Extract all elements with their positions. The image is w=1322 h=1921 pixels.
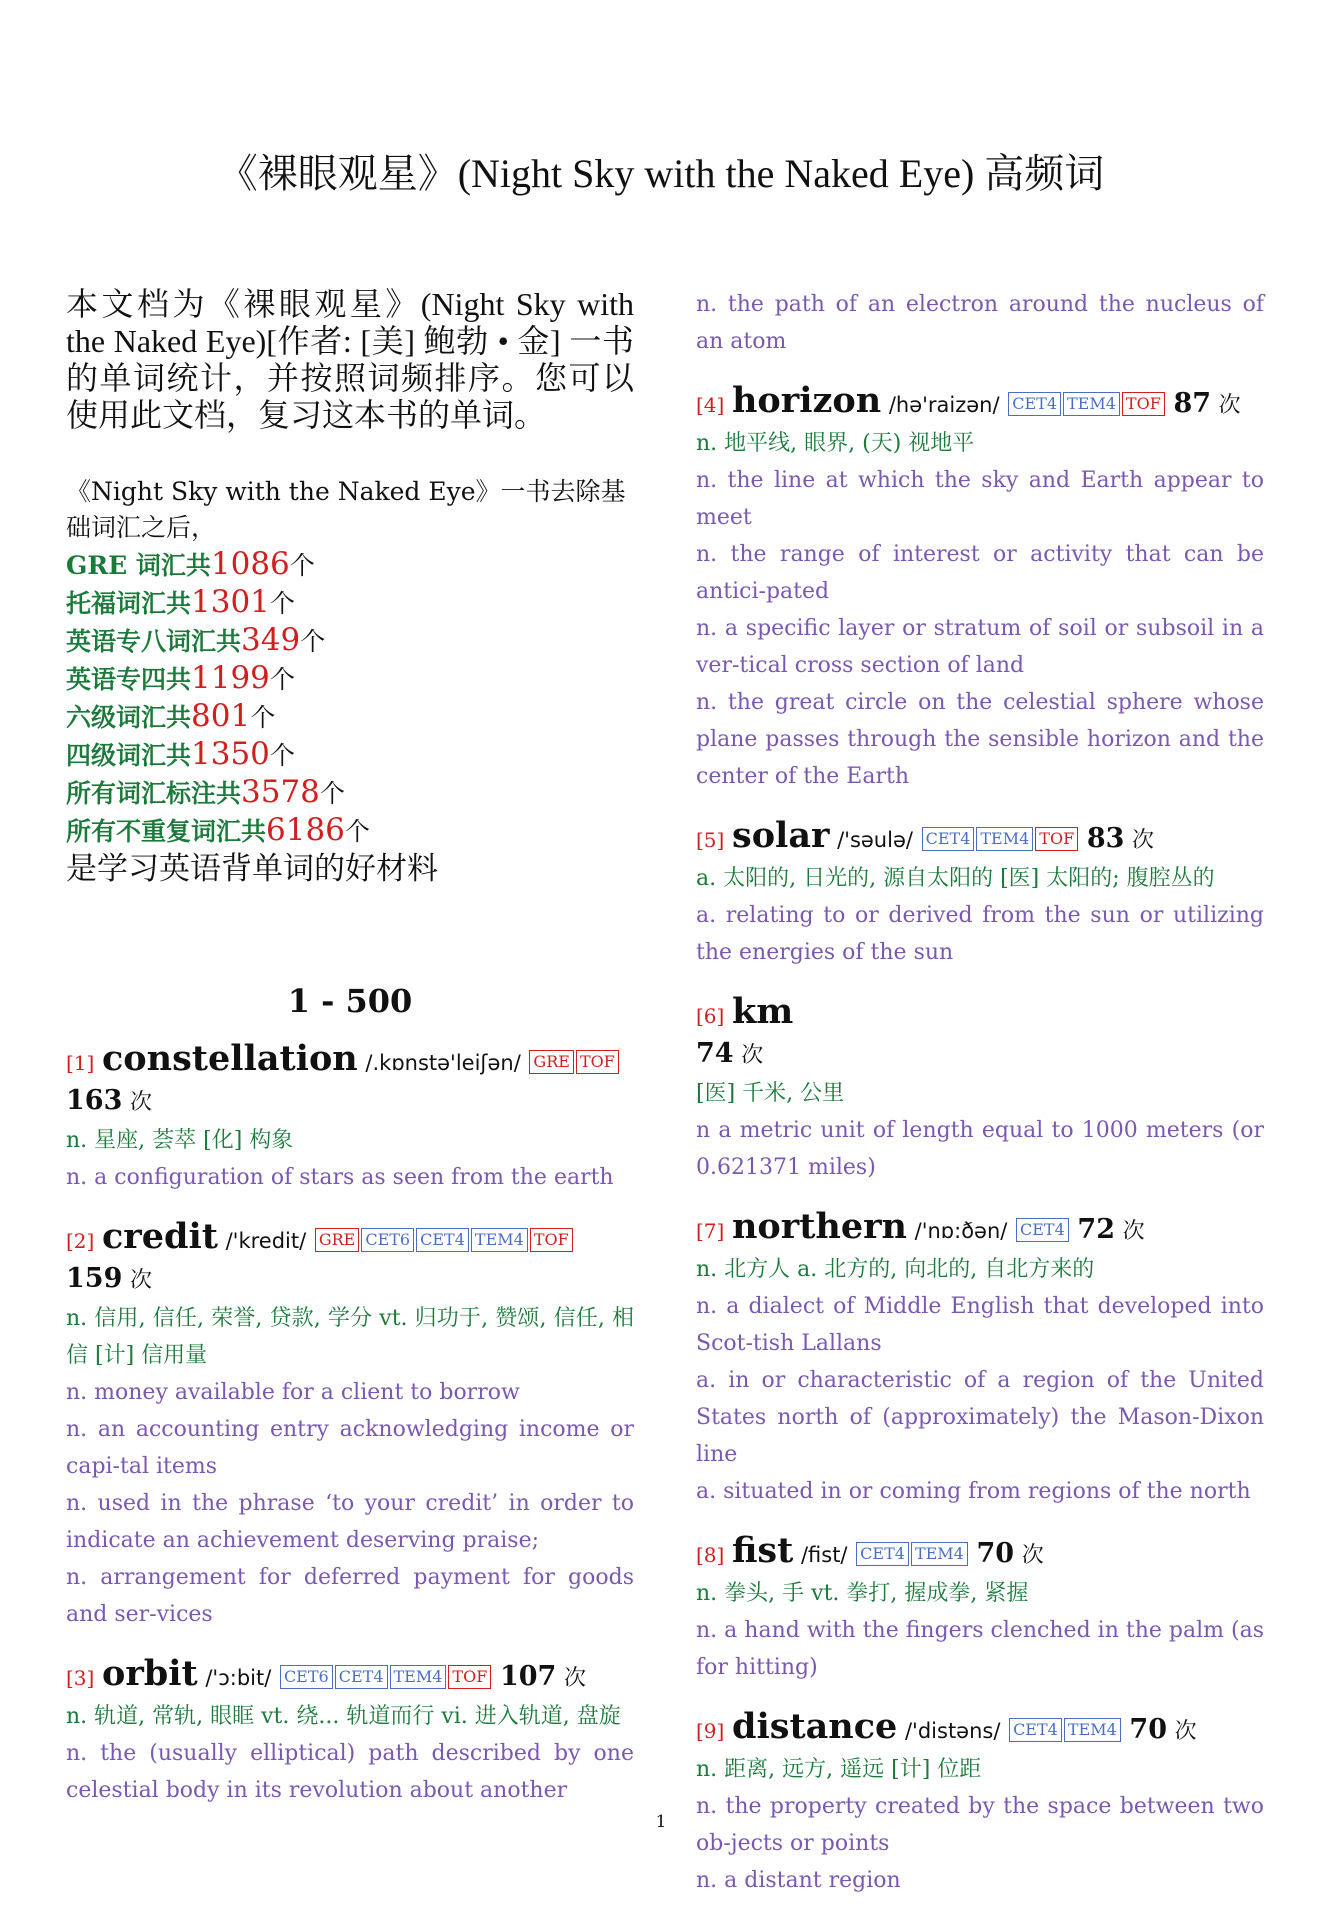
stat-count: 801 — [191, 698, 251, 734]
stat-label: 四级词汇共 — [66, 741, 192, 770]
entry-frequency: 107 — [499, 1661, 557, 1692]
definition-line: a. situated in or coming from regions of the north — [696, 1479, 1251, 1504]
exam-tag: TOF — [530, 1228, 573, 1252]
stat-label: 英语专四共 — [66, 665, 192, 694]
page-title: 《裸眼观星》(Night Sky with the Naked Eye) 高频词 — [217, 151, 1105, 196]
definition-line: n. a configuration of stars as seen from the earth — [66, 1165, 614, 1190]
stat-count: 349 — [241, 622, 301, 658]
definition-line: n. 轨道, 常轨, 眼眶 vt. 绕... 轨道而行 vi. 进入轨道, 盘旋 — [66, 1704, 621, 1729]
entry-header — [66, 1040, 634, 1122]
entry-frequency: 74 — [696, 1038, 734, 1069]
stat-count: 6186 — [266, 812, 345, 848]
definition-line: n. the range of interest or activity that can be antici-pated — [696, 542, 1264, 604]
stat-unit: 个 — [269, 665, 295, 694]
exam-tag: CET6 — [361, 1228, 414, 1252]
definition-line: a. relating to or derived from the sun or utilizing the energies of the sun — [696, 903, 1264, 965]
entry-frequency: 163 — [66, 1085, 123, 1116]
stat-count: 1199 — [191, 660, 270, 696]
definition-line: n. 信用, 信任, 荣誉, 贷款, 学分 vt. 归功于, 赞颂, 信任, 相信 [计] 信用量 — [66, 1306, 634, 1368]
frequency-suffix: 次 — [1218, 393, 1241, 418]
frequency-suffix: 次 — [563, 1666, 586, 1691]
stat-row — [66, 622, 634, 660]
page-number: 1 — [655, 1812, 667, 1832]
definition-line: n. the line at which the sky and Earth appear to meet — [696, 468, 1264, 530]
exam-tag: CET6 — [280, 1665, 333, 1689]
definition-line: n. the property created by the space between two ob-jects or points — [696, 1794, 1264, 1856]
stat-row — [66, 660, 634, 698]
exam-tag: TEM4 — [1063, 392, 1120, 416]
frequency-suffix: 次 — [1021, 1543, 1044, 1568]
entries-right — [696, 286, 1264, 1899]
entry-index: [3] — [66, 1666, 95, 1690]
stat-unit: 个 — [344, 817, 370, 846]
definition-line: n. a distant region — [696, 1868, 901, 1893]
exam-tag: CET4 — [856, 1542, 909, 1566]
entry-word: orbit — [101, 1653, 198, 1694]
entry-word: northern — [731, 1206, 907, 1247]
stats-list — [66, 546, 634, 850]
summary-line: 《Night Sky with the Naked Eye》一书去除基础词汇之后， — [66, 477, 626, 542]
definition-line: n. 北方人 a. 北方的, 向北的, 自北方来的 — [696, 1257, 1095, 1282]
entry-header — [696, 382, 1264, 425]
exam-tag: CET4 — [1009, 1718, 1062, 1742]
entry-index: [1] — [66, 1051, 95, 1075]
entry-pronunciation: /hə'raizən/ — [888, 393, 1000, 417]
stat-label: 托福词汇共 — [66, 589, 192, 618]
entry-index: [6] — [696, 1004, 725, 1028]
entry-word: distance — [731, 1706, 898, 1747]
definition-line: n. money available for a client to borrow — [66, 1380, 520, 1405]
definition-line: n. used in the phrase ‘to your credit’ in order to indicate an achievement deserving praise; — [66, 1491, 634, 1553]
entry-pronunciation: /'nɒ:ðən/ — [914, 1219, 1008, 1243]
exam-tag: TOF — [576, 1050, 619, 1074]
definition-line: n. arrangement for deferred payment for goods and ser-vices — [66, 1565, 634, 1627]
exam-tag: TEM4 — [976, 827, 1033, 851]
entry-index: [4] — [696, 393, 725, 417]
stat-row — [66, 584, 634, 622]
entry-index: [9] — [696, 1719, 725, 1743]
stat-label: 英语专八词汇共 — [66, 627, 242, 656]
exam-tag: TEM4 — [471, 1228, 528, 1252]
entry-frequency: 70 — [1129, 1714, 1167, 1745]
stat-unit: 个 — [319, 779, 345, 808]
exam-tag: GRE — [315, 1228, 360, 1252]
word-entry — [696, 1708, 1264, 1899]
definition-line: n. the (usually elliptical) path described by one celestial body in its revolution about another — [66, 1741, 634, 1803]
stat-count: 1301 — [191, 584, 270, 620]
stat-unit: 个 — [289, 551, 315, 580]
stat-unit: 个 — [250, 703, 276, 732]
word-entry — [696, 1208, 1264, 1510]
frequency-suffix: 次 — [741, 1043, 764, 1068]
stat-count: 1086 — [210, 546, 290, 582]
frequency-suffix: 次 — [1122, 1219, 1145, 1244]
exam-tag: CET4 — [922, 827, 975, 851]
stat-count: 1350 — [191, 736, 270, 772]
entry-header — [66, 1655, 634, 1698]
entry-header — [696, 817, 1264, 860]
word-entry — [696, 993, 1264, 1186]
exam-tag: GRE — [529, 1050, 574, 1074]
entry-frequency: 72 — [1077, 1214, 1115, 1245]
left-column — [66, 286, 634, 1831]
stat-label: GRE 词汇共 — [66, 551, 211, 580]
entry-index: [5] — [696, 828, 725, 852]
exam-tag: TEM4 — [911, 1542, 968, 1566]
closing-line: 是学习英语背单词的好材料 — [66, 851, 438, 887]
definition-line: a. in or characteristic of a region of the United States north of (approximately) the Mason-Dixon line — [696, 1368, 1264, 1467]
entry-header — [696, 1708, 1264, 1751]
word-entry — [66, 1218, 634, 1633]
exam-tag: TOF — [1035, 827, 1078, 851]
frequency-suffix: 次 — [130, 1090, 153, 1115]
definition-line: n. a specific layer or stratum of soil or subsoil in a ver-tical cross section of land — [696, 616, 1264, 678]
entry-pronunciation: /.kɒnstə'leiʃən/ — [365, 1051, 521, 1075]
stat-count: 3578 — [241, 774, 320, 810]
definition-line: a. 太阳的, 日光的, 源自太阳的 [医] 太阳的; 腹腔丛的 — [696, 866, 1215, 891]
entries-left — [66, 1040, 634, 1809]
stat-unit: 个 — [269, 741, 295, 770]
definition-line: n. a hand with the fingers clenched in the palm (as for hitting) — [696, 1618, 1264, 1680]
definition-line: n. 拳头, 手 vt. 拳打, 握成拳, 紧握 — [696, 1581, 1029, 1606]
word-entry — [696, 817, 1264, 971]
entry-word: constellation — [101, 1038, 358, 1079]
exam-tag: TEM4 — [390, 1665, 447, 1689]
definition-line: n. the path of an electron around the nucleus of an atom — [696, 292, 1264, 354]
word-entry — [696, 1532, 1264, 1686]
definition-line: n. 地平线, 眼界, (天) 视地平 — [696, 431, 975, 456]
exam-tag: TOF — [1122, 392, 1165, 416]
entry-pronunciation: /'distəns/ — [904, 1719, 1001, 1743]
stat-label: 所有不重复词汇共 — [66, 817, 267, 846]
right-column — [696, 286, 1264, 1921]
stat-row — [66, 736, 634, 774]
definition-line: n. 星座, 荟萃 [化] 构象 — [66, 1128, 294, 1153]
stat-label: 六级词汇共 — [66, 703, 192, 732]
frequency-suffix: 次 — [130, 1268, 153, 1293]
entry-header — [696, 1208, 1264, 1251]
frequency-suffix: 次 — [1174, 1719, 1197, 1744]
word-entry — [66, 1040, 634, 1196]
entry-header — [696, 993, 1264, 1075]
entry-header — [66, 1218, 634, 1300]
entry-word: km — [731, 991, 794, 1032]
entry-frequency: 70 — [976, 1538, 1015, 1569]
definition-line: n. the great circle on the celestial sphere whose plane passes through the sensible horizon and the center of the Earth — [696, 690, 1264, 789]
entry-header — [696, 1532, 1264, 1575]
exam-tag: CET4 — [335, 1665, 388, 1689]
entry-word: credit — [101, 1216, 218, 1257]
entry-pronunciation: /fist/ — [800, 1543, 848, 1567]
stat-unit: 个 — [300, 627, 326, 656]
entry-word: solar — [731, 815, 830, 856]
frequency-suffix: 次 — [1132, 828, 1155, 853]
word-entry — [66, 1655, 634, 1809]
stat-unit: 个 — [269, 589, 295, 618]
entry-index: [8] — [696, 1543, 725, 1567]
stat-row — [66, 698, 634, 736]
stat-row — [66, 774, 634, 812]
definition-line: [医] 千米, 公里 — [696, 1081, 845, 1106]
stat-row — [66, 546, 634, 584]
stat-row — [66, 812, 634, 850]
entry-pronunciation: /'səulə/ — [837, 828, 913, 852]
entry-word: fist — [731, 1530, 794, 1571]
entry-word: horizon — [731, 380, 882, 421]
definition-line: n. 距离, 远方, 遥远 [计] 位距 — [696, 1757, 982, 1782]
intro-paragraph: 本文档为《裸眼观星》(Night Sky with the Naked Eye)[作者: [美] 鲍勃 • 金] 一书的单词统计，并按照词频排序。您可以使用此文档，复习这本书的单词。 — [66, 286, 634, 433]
definition-line: n a metric unit of length equal to 1000 meters (or 0.621371 miles) — [696, 1118, 1264, 1180]
entry-index: [7] — [696, 1219, 725, 1243]
entry-pronunciation: /'kredit/ — [225, 1229, 307, 1253]
exam-tag: TEM4 — [1064, 1718, 1121, 1742]
definition-line: n. an accounting entry acknowledging income or capi-tal items — [66, 1417, 634, 1479]
exam-tag: TOF — [448, 1665, 491, 1689]
entry-frequency: 83 — [1086, 823, 1125, 854]
exam-tag: CET4 — [416, 1228, 469, 1252]
entry-frequency: 87 — [1173, 388, 1212, 419]
entry-index: [2] — [66, 1229, 95, 1253]
exam-tag: CET4 — [1016, 1218, 1069, 1242]
definition-line: n. a dialect of Middle English that developed into Scot-tish Lallans — [696, 1294, 1264, 1356]
stat-label: 所有词汇标注共 — [66, 779, 242, 808]
word-entry — [696, 382, 1264, 795]
range-heading: 1 - 500 — [287, 982, 413, 1020]
entry-pronunciation: /'ɔ:bit/ — [205, 1666, 272, 1690]
entry-frequency: 159 — [66, 1263, 123, 1294]
exam-tag: CET4 — [1008, 392, 1061, 416]
word-entry — [696, 286, 1264, 360]
